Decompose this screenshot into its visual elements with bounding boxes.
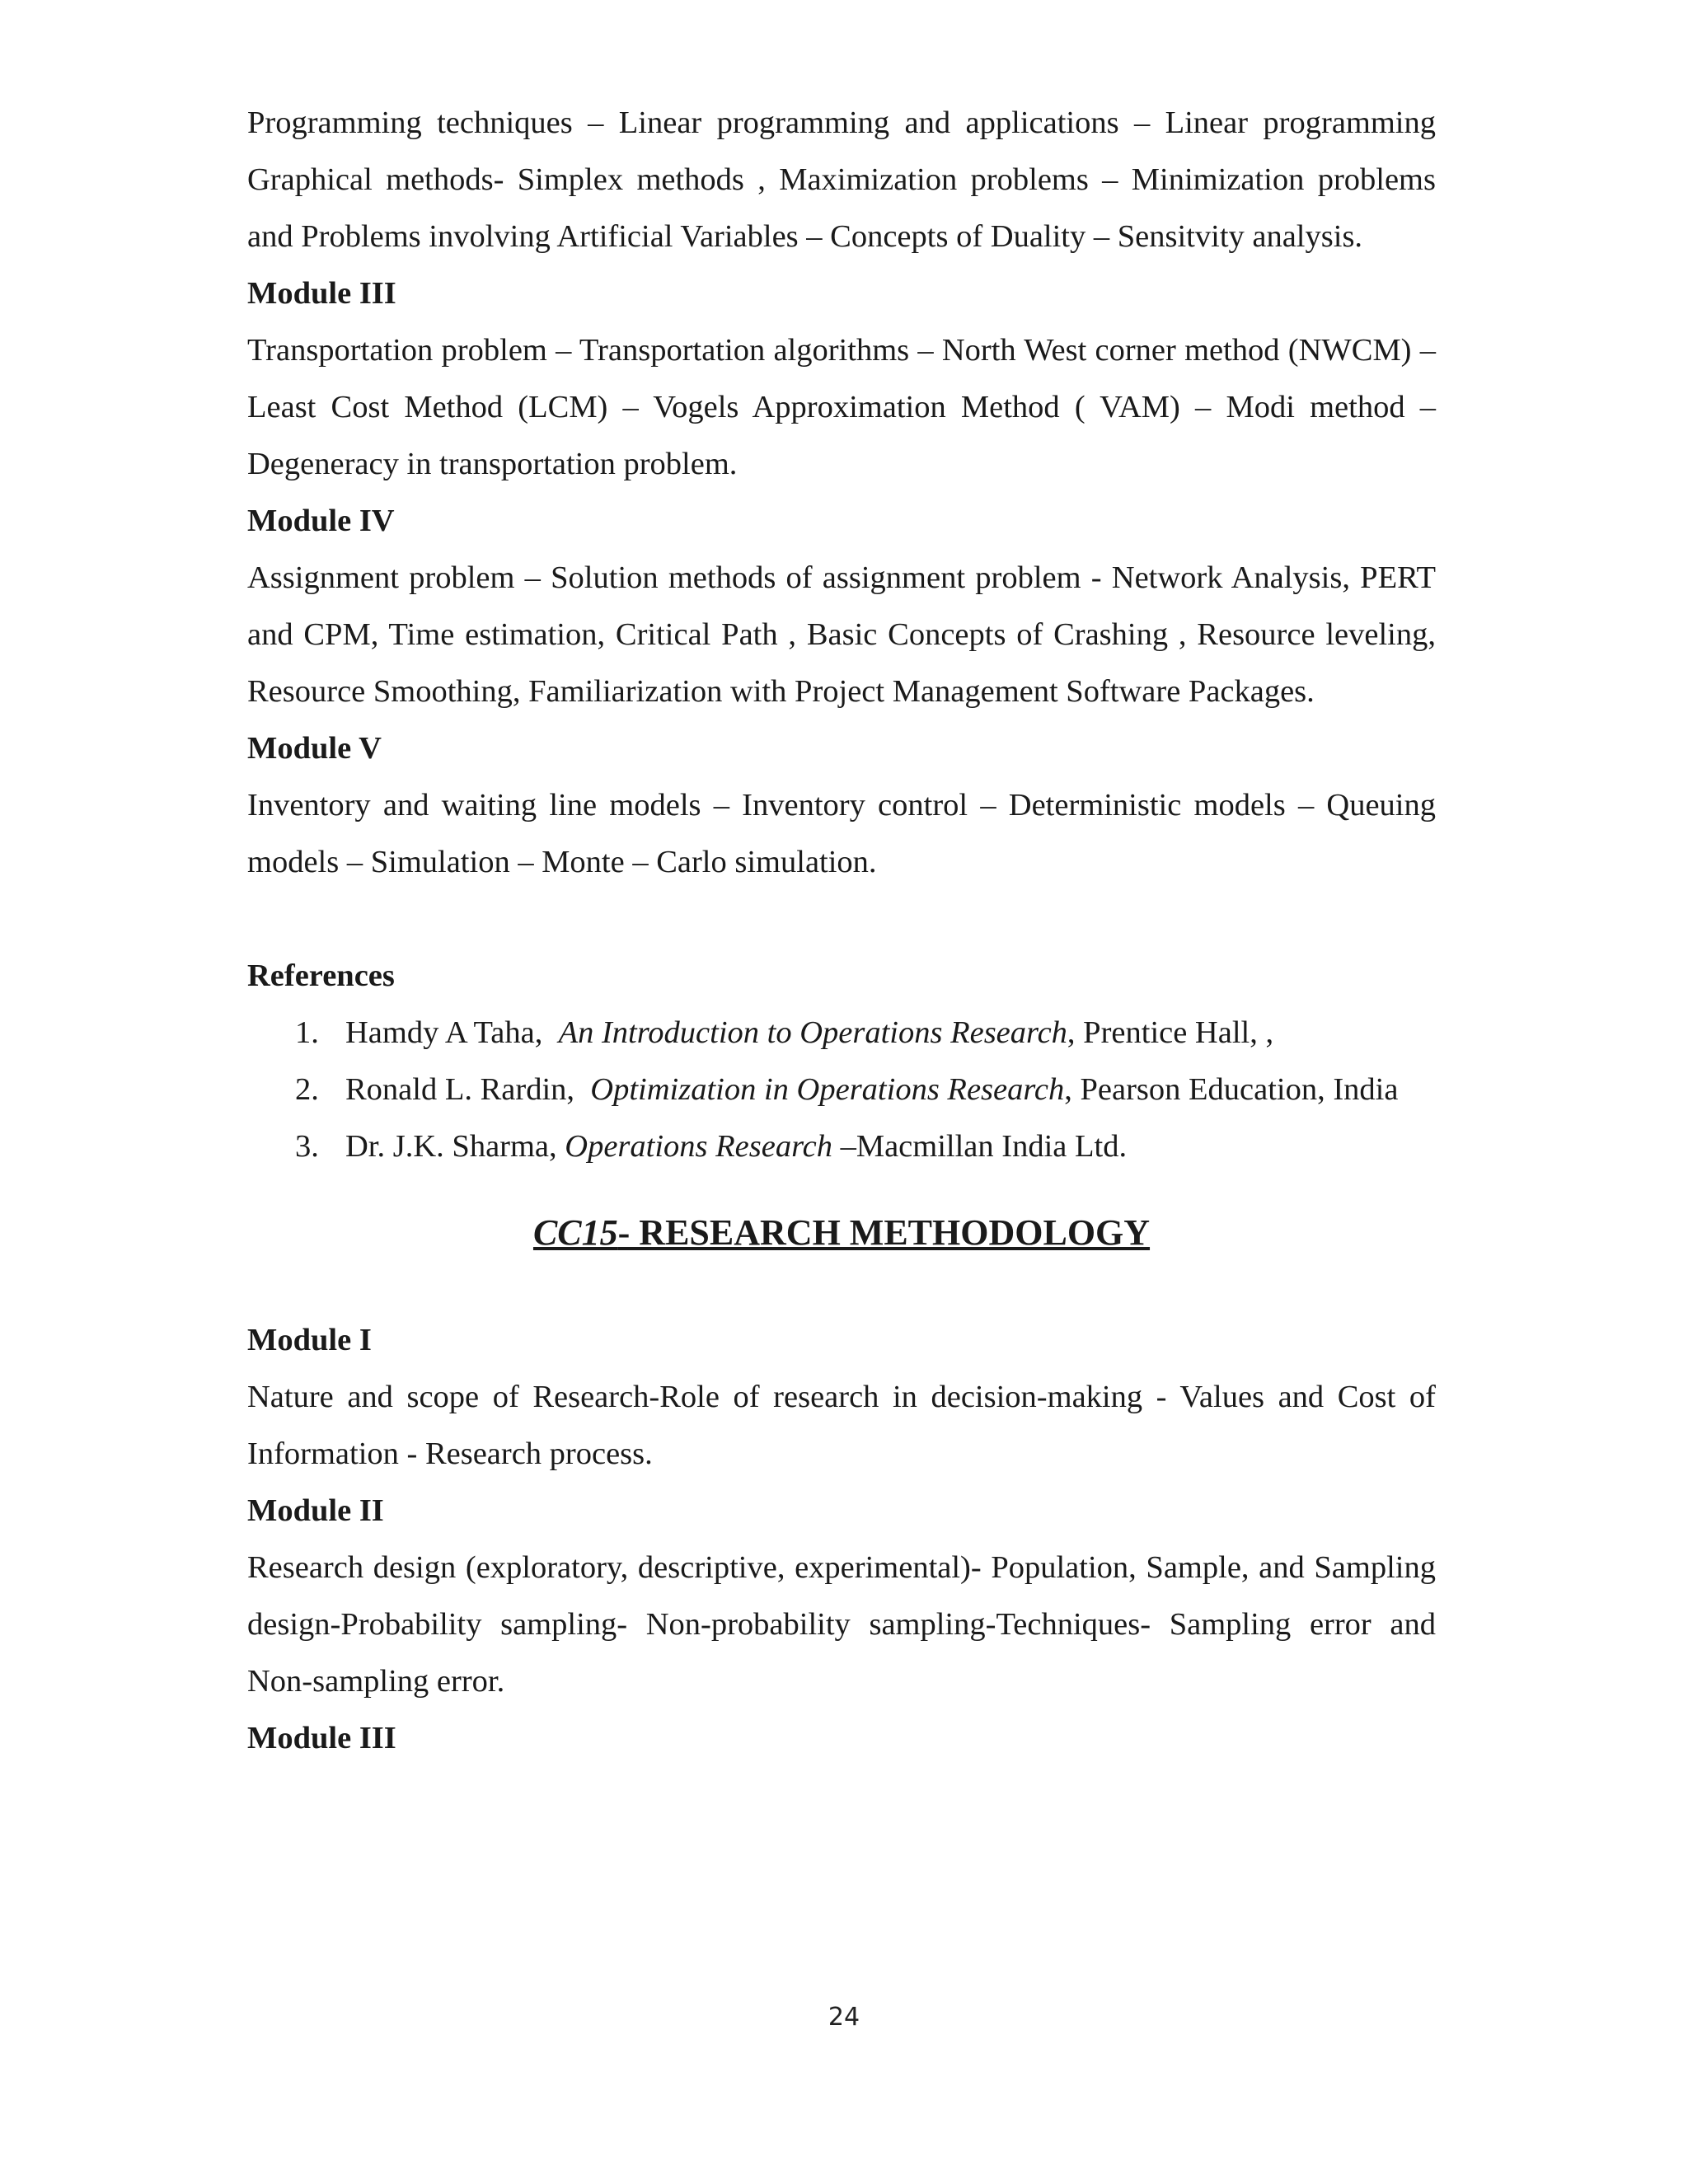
reference-title: Optimization in Operations Research (590, 1072, 1065, 1107)
module-iv-heading: Module IV (247, 504, 395, 538)
references-heading: References (247, 958, 395, 993)
reference-item (247, 1005, 1436, 1062)
module-iv-text: Assignment problem – Solution methods of assignment problem - Network Analysis, PERT and CPM, Time estimation, Critical Path , Basic Concepts of Crashing , Resource leveling, Resource Smoothing, Familiarization with Project Management Software Packages. (247, 560, 1436, 709)
reference-publisher: , Pearson Education, India (1064, 1072, 1399, 1107)
reference-publisher: –Macmillan India Ltd. (832, 1129, 1128, 1164)
module-ii-heading: Module II (247, 1493, 384, 1528)
course-name: - RESEARCH METHODOLOGY (617, 1212, 1151, 1253)
reference-number: 2. (295, 1072, 319, 1107)
reference-item (247, 1062, 1436, 1118)
reference-author: Hamdy A Taha, (345, 1015, 543, 1050)
module-iii-heading: Module III (247, 276, 396, 311)
module-i-text: Nature and scope of Research-Role of research in decision-making - Values and Cost of Information - Research process. (247, 1380, 1436, 1471)
reference-number: 1. (295, 1015, 319, 1050)
reference-item (247, 1118, 1436, 1175)
intro-paragraph: Programming techniques – Linear programming and applications – Linear programming Graphical methods- Simplex methods , Maximization problems – Minimization problems and Problems involving Artificial Variables – Concepts of Duality – Sensitvity analysis. (247, 105, 1436, 254)
reference-publisher: , Prentice Hall, , (1067, 1015, 1274, 1050)
module-iii-text: Transportation problem – Transportation algorithms – North West corner method (NWCM) – Least Cost Method (LCM) – Vogels Approximation Method ( VAM) – Modi method – Degeneracy in transportation problem. (247, 333, 1436, 481)
reference-title: An Introduction to Operations Research (558, 1015, 1067, 1050)
module-v-heading: Module V (247, 731, 382, 766)
module-iii-heading-2: Module III (247, 1721, 396, 1755)
reference-author: Ronald L. Rardin, (345, 1072, 575, 1107)
module-ii-text: Research design (exploratory, descriptive, experimental)- Population, Sample, and Sampling design-Probability sampling- Non-probability sampling-Techniques- Sampling error and Non-sampling error. (247, 1550, 1436, 1699)
reference-number: 3. (295, 1129, 319, 1164)
module-i-heading: Module I (247, 1323, 372, 1357)
document-page (247, 95, 1436, 1767)
spacer (247, 1266, 1436, 1312)
course-code: CC15 (532, 1212, 618, 1253)
module-v-text: Inventory and waiting line models – Inventory control – Deterministic models – Queuing models – Simulation – Monte – Carlo simulation. (247, 788, 1436, 879)
spacer (247, 891, 1436, 948)
course-title (247, 1200, 1436, 1266)
references-list (247, 1005, 1436, 1175)
reference-author: Dr. J.K. Sharma, (345, 1129, 557, 1164)
page-number: 24 (828, 2003, 860, 2032)
reference-title: Operations Research (565, 1129, 832, 1164)
